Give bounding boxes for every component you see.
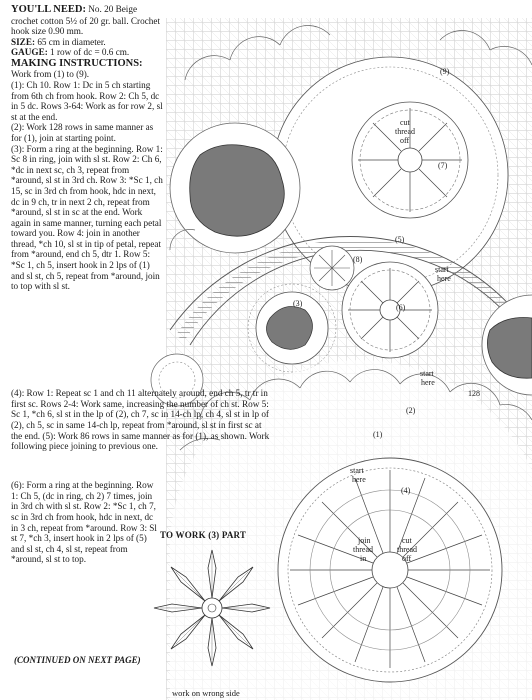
step-6-block [11, 471, 161, 574]
step-4: (4): Row 1: Repeat sc 1 and ch 11 alternately around, end ch 5, tr tr in first sc. Rows 2-4: Work same, increasing the number of ch st. Row 5: Sc 1, *ch 6, sl st in the lp of (2), ch 7, sc in 14-ch lp, ch 4, sl st in lp of (2), ch 5, sc in same 14-ch lp, repeat from *around, sl st in first sc at the end. (5): Work 86 rows in same manner as for (1), as shown. Work following piece joining to previous one. [11, 388, 270, 452]
start-1a: start [435, 265, 449, 274]
label-start-here-2 [420, 369, 436, 387]
step-6: (6): Form a ring at the beginning. Row 1: Ch 5, (dc in ring, ch 2) 7 times, join in 3rd ch with sl st. Row 2: *Sc 1, ch 7, sc in 3rd ch from hook, hdc in next, dc in 3 ch, repeat from *around. Row 3: Sl st 7, *ch 3, insert hook in 2 lps of (5) and sl st, ch 4, sl st, repeat from *around, sl st to top. [11, 480, 157, 565]
flower-medallion-5 [342, 262, 438, 358]
cut2-c: off [402, 554, 412, 563]
step-1: (1): Ch 10. Row 1: Dc in 5 ch starting from 6th ch from hook. Row 2: Ch 5, dc in 5 dc. Rows 3-64: Work as for row 2, sl st at the end. [11, 79, 163, 122]
cut-line-2: thread [395, 127, 415, 136]
size-line [11, 37, 163, 48]
label-3: (3) [293, 299, 303, 308]
star-motif-diagram [154, 550, 270, 666]
label-4: (4) [401, 486, 411, 495]
cut-line-1: cut [400, 118, 410, 127]
label-7: (7) [438, 161, 448, 170]
label-start-here-3 [350, 466, 366, 484]
needs-heading: YOU'LL NEED: [11, 4, 86, 15]
start-3b: here [352, 475, 366, 484]
size-text: 65 cm in diameter. [37, 36, 106, 47]
instructions-intro: Work from (1) to (9). [11, 69, 90, 80]
step-3: (3): Form a ring at the beginning. Row 1: Sc 8 in ring, join with sl st. Row 2: Ch 6, *dc in next sc, ch 3, repeat from *around, sl st in 3rd ch. Row 3: *Sc 1, ch 15, sc in 3rd ch from hook, hdc in next, dc in 9 ch, tr in next 2 ch, repeat from *around, sl st in sc at the end. Work again in same manner, turning each petal toward you. Row 4: join in another thread, *ch 10, sl st in tip of petal, repeat from *around, end ch 5, dtr 1. Row 5: *Sc 1, ch 5, insert hook in 2 lps of (1) and sl st, ch 5, repeat from *around, join to top with sl st. [11, 143, 163, 292]
label-8: (8) [353, 255, 363, 264]
step-2: (2): Work 128 rows in same manner as for (1), join at starting point. [11, 122, 154, 143]
label-2: (2) [406, 406, 416, 415]
continued-note: (CONTINUED ON NEXT PAGE) [14, 655, 141, 665]
gauge-line [11, 47, 163, 58]
gauge-label: GAUGE: [11, 47, 48, 58]
label-5: (5) [395, 235, 405, 244]
gray-medallion-left [170, 123, 300, 253]
small-medallion-8b [310, 246, 354, 290]
join-c: in [360, 554, 367, 563]
label-128: 128 [468, 389, 480, 398]
to-work-label: TO WORK (3) PART [160, 530, 247, 540]
step-4-block [11, 379, 273, 461]
start-2a: start [420, 369, 434, 378]
cut-line-3: off [400, 136, 410, 145]
materials-and-instructions [11, 4, 163, 292]
needs-line [11, 4, 163, 37]
join-b: thread [353, 545, 373, 554]
start-1b: here [437, 274, 451, 283]
wrong-side-note: work on wrong side [172, 688, 240, 698]
cut2-a: cut [402, 536, 412, 545]
label-1: (1) [373, 430, 383, 439]
start-2b: here [421, 378, 435, 387]
instructions-heading: MAKING INSTRUCTIONS: [11, 57, 143, 69]
label-9: (9) [440, 67, 450, 76]
cut2-b: thread [397, 545, 417, 554]
size-label: SIZE: [11, 36, 36, 47]
gauge-text: 1 row of dc = 0.6 cm. [50, 47, 130, 58]
join-a: join [358, 536, 371, 545]
label-start-here-1 [435, 265, 451, 283]
label-6: (6) [396, 303, 406, 312]
start-3a: start [350, 466, 364, 475]
needs-text: No. 20 Beige crochet cotton 5½ of 20 gr. ball. Crochet hook size 0.90 mm. [11, 4, 161, 37]
